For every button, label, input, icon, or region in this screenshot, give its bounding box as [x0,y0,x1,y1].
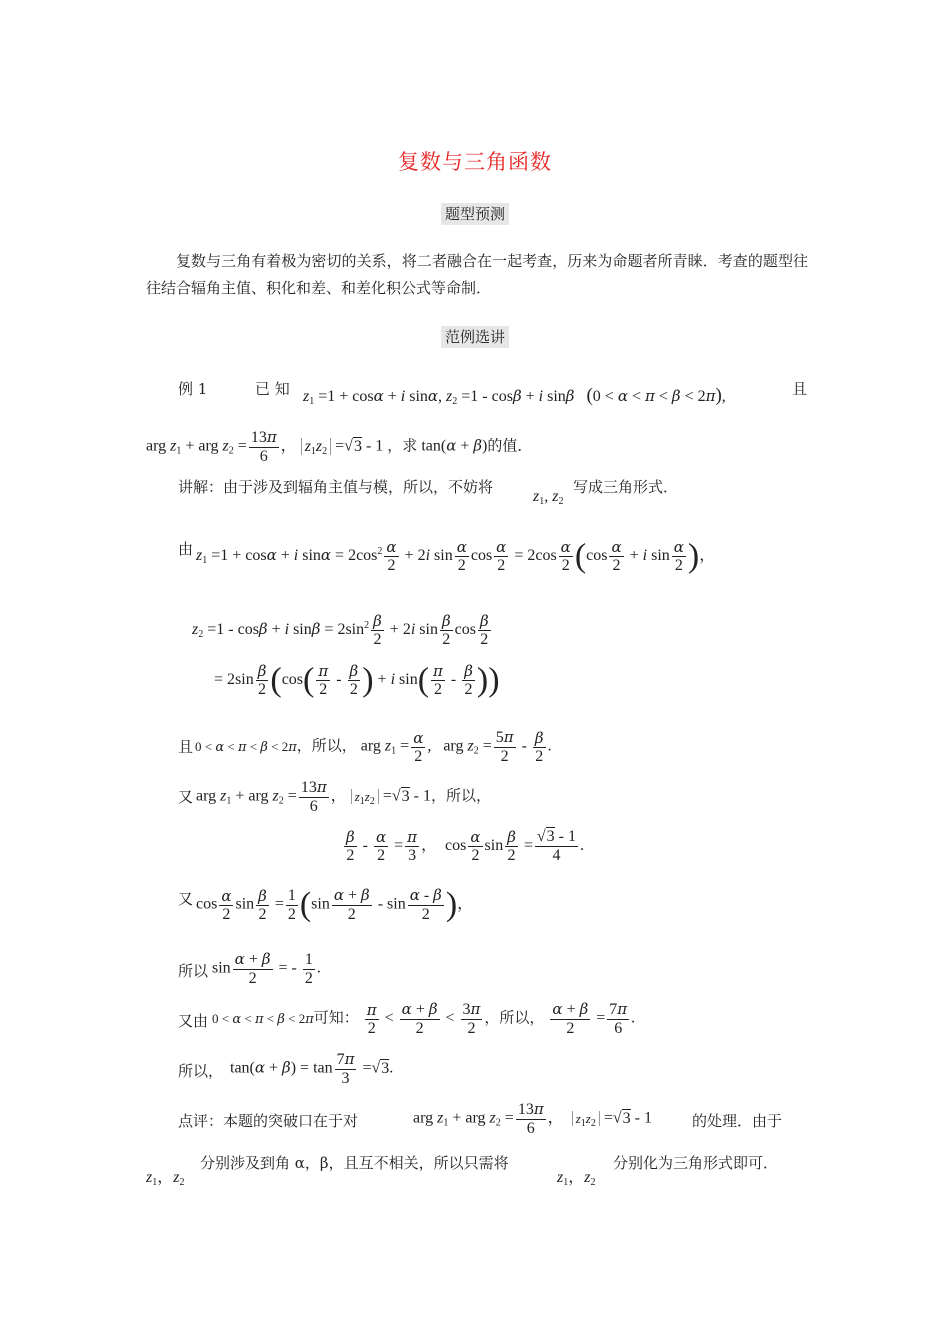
you3-label: 又 [178,890,194,908]
formula-z1-z2-comment: $z_1$，$z_2$ [146,1169,185,1188]
you-label: 由 [178,540,194,558]
section-heading-2: 范例选讲 [0,326,950,347]
formula-half-angles: $\frac{\beta}{2}$ - $\frac{\alpha}{2}$ = $\frac{\pi}{3}$ ， cos $\frac{\alpha}{2}$ sin $\frac{\beta}{2}$ = $\frac{√3 - 1}{4}$ . [346,828,584,864]
given-label: 已 知 [255,380,290,398]
suoyi2-label: 所以 [178,962,209,980]
qie-label: 且 [178,738,194,756]
formula-z2-derivation-2: = 2sin $\frac{\beta}{2}$ (cos( $\frac{\pi}{2}$ - $\frac{\beta}{2}$ ) + i sin( $\frac{\pi}{2}$ - $\frac{\beta}{2}$ )) [214,661,500,699]
formula-sin-sum: sin $\frac{\alpha + \beta}{2}$ = - $\frac{1}{2}$ . [212,950,321,987]
formula-z1-z2: $z_1$, $z_2$ [533,488,564,507]
comment-end: 分别化为三角形式即可． [613,1154,779,1172]
formula-z1-derivation: $z_1 =1 + \cos\alpha + i$ $\sin\alpha = 2\cos^2$ $\frac{\alpha}{2}$ + 2i sin $\frac{\alpha}{2}$ cos $\frac{\alpha}{2}$ = 2cos $\frac{\alpha}{2}$ (cos $\frac{\alpha}{2}$ + i sin $\frac{\alpha}{2}$ )， [196,537,716,575]
and-label: 且 [792,380,808,398]
formula-comment: arg $z_1$ + arg $z_2$ = $\frac{13\pi}{6}$ ， $z_1z_2 =√3 - 1$ [413,1100,652,1137]
suoyi4-label: 所以， [178,1062,224,1080]
example-label: 例 1 [178,380,208,398]
intro-paragraph: 复数与三角有着极为密切的关系，将二者融合在一起考查，历来为命题者所青睐．考查的题型往往结合辐角主值、积化和差、和差化积公式等命制． [146,252,808,297]
formula-range: 0 < α < π < β < 2π可知： $\frac{\pi}{2}$ < $\frac{\alpha + \beta}{2}$ < $\frac{3\pi}{2}$ ，所以， $\frac{\alpha + \beta}{2}$ = $\frac{7\pi}{6}$ . [212,1000,636,1037]
formula-z1-z2-comment-2: $z_1$，$z_2$ [557,1169,596,1188]
section-heading-1: 题型预测 [0,203,950,224]
formula-product-to-sum: cos $\frac{\alpha}{2}$ sin $\frac{\beta}{2}$ = $\frac{1}{2}$ (sin $\frac{\alpha + \beta}{2}$ - sin $\frac{\alpha - \beta}{2}$ )， [196,886,474,923]
page-title: 复数与三角函数 [398,150,552,174]
you2-label: 又 [178,788,194,806]
comment-angles: 分别涉及到角 α，β，且互不相关，所以只需将 [200,1154,509,1172]
write-trig-form: 写成三角形式． [573,478,679,496]
youyou-label: 又由 [178,1012,209,1030]
comment-start: 点评：本题的突破口在于对 [178,1112,359,1130]
formula-result: tan(α + β) = tan $\frac{7\pi}{3}$ =√3. [230,1050,394,1087]
formula-args: 0 < α < π < β < 2π，所以， arg $z_1$ = $\frac{\alpha}{2}$ , arg $z_2$ = $\frac{5\pi}{2}$ - $\frac{\beta}{2}$ . [195,728,552,765]
formula-z1-z2-def: $z_1 =1 + \cos\alpha + i$ sinα, $z_2 =1 - \cos\beta + i$ sinβ (0 < α < π < β < 2π), [303,385,726,407]
solution-intro: 讲解：由于涉及到辐角主值与模，所以，不妨将 [178,478,494,496]
formula-given-again: arg $z_1$ + arg $z_2$ = $\frac{13\pi}{6}$ ， $z_1z_2 =√3 - 1$，所以， [196,778,491,815]
formula-arg-sum: arg $z_1$ + arg $z_2$ = $\frac{13\pi}{6}$ ， $z_1z_2 =√3 - 1$ ，求 tan(α + β)的值． [146,428,533,465]
formula-z2-derivation-1: $z_2 =1 - \cos\beta + i$ $\sin\beta = 2\sin^2$ $\frac{\beta}{2}$ + 2i sin $\frac{\beta}{2}$ cos $\frac{\beta}{2}$ [192,612,489,648]
comment-mid: 的处理．由于 [692,1112,783,1130]
